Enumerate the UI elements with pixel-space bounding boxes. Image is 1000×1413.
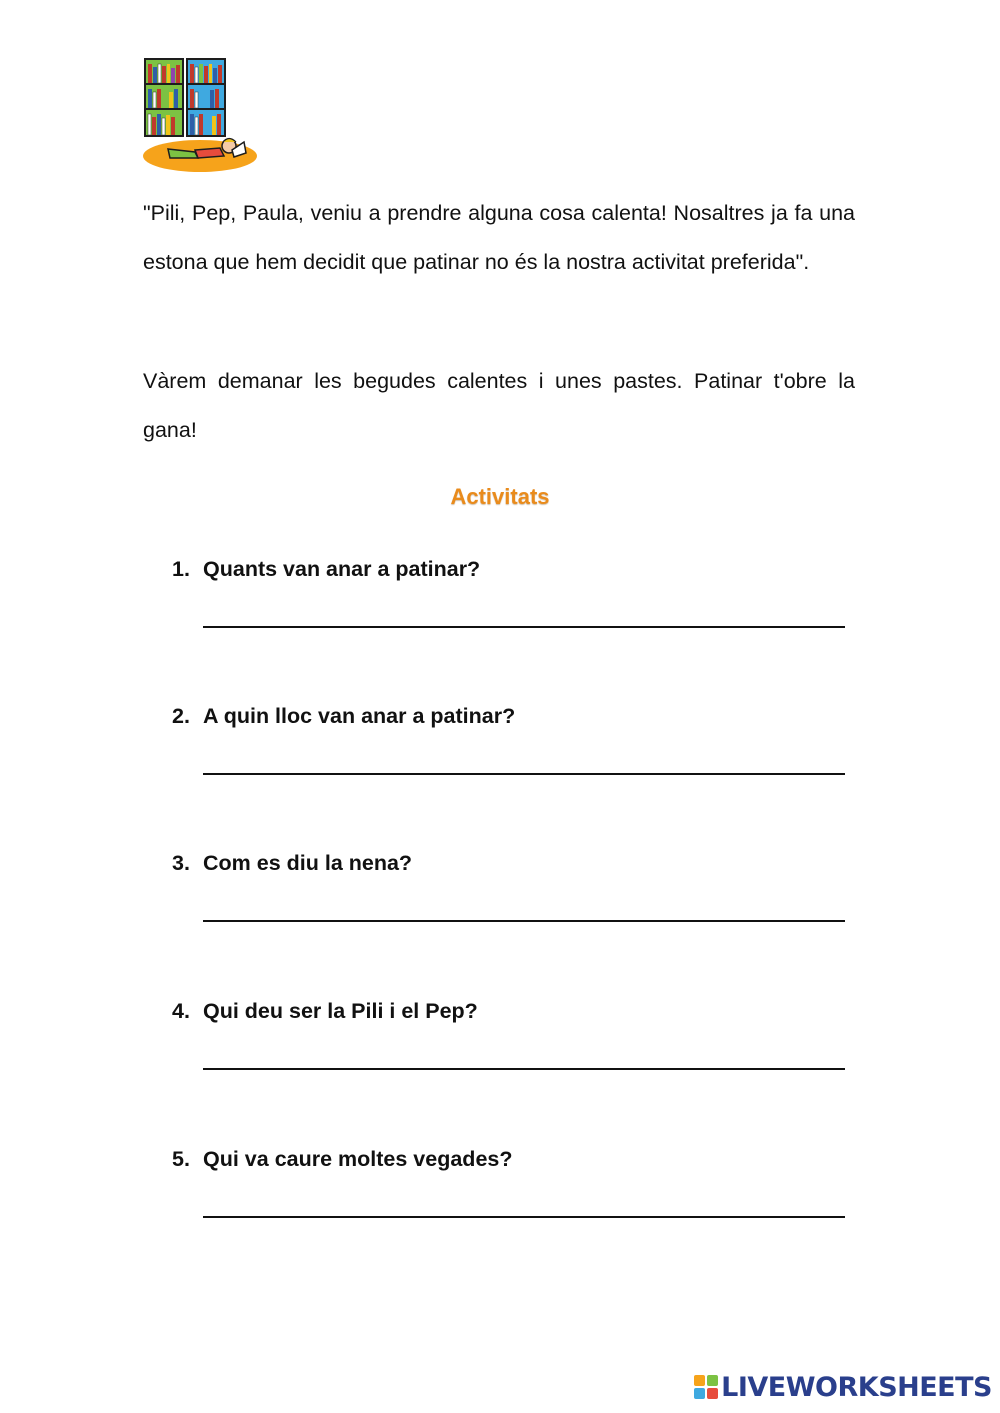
story-paragraph-2: Vàrem demanar les begudes calentes i unes pastes. Patinar t'obre la gana!	[143, 369, 855, 442]
answer-line-4[interactable]	[203, 1068, 845, 1070]
liveworksheets-logo-icon	[694, 1375, 718, 1399]
question-item	[172, 996, 872, 1026]
question-number: 1.	[172, 557, 190, 581]
question-text: Qui va caure moltes vegades?	[203, 1147, 513, 1171]
question-number: 3.	[172, 851, 190, 875]
question-item	[172, 554, 872, 584]
answer-line-2[interactable]	[203, 773, 845, 775]
question-number: 2.	[172, 704, 190, 728]
question-text: Qui deu ser la Pili i el Pep?	[203, 999, 478, 1023]
story-paragraph-1: "Pili, Pep, Paula, veniu a prendre alguna cosa calenta! Nosaltres ja fa una estona que hem decidit que patinar no és la nostra activitat preferida".	[143, 201, 855, 274]
answer-line-1[interactable]	[203, 626, 845, 628]
question-text: Quants van anar a patinar?	[203, 557, 481, 581]
question-item	[172, 701, 872, 731]
question-text: A quin lloc van anar a patinar?	[203, 704, 516, 728]
activities-title: Activitats	[450, 484, 550, 509]
question-number: 4.	[172, 999, 190, 1023]
reading-child-bookshelf-icon	[140, 56, 262, 176]
question-item	[172, 848, 872, 878]
liveworksheets-brand[interactable]	[694, 1367, 992, 1407]
answer-line-3[interactable]	[203, 920, 845, 922]
brand-name: LIVEWORKSHEETS	[721, 1371, 992, 1403]
question-text: Com es diu la nena?	[203, 851, 413, 875]
question-number: 5.	[172, 1147, 190, 1171]
answer-line-5[interactable]	[203, 1216, 845, 1218]
question-item	[172, 1144, 872, 1174]
